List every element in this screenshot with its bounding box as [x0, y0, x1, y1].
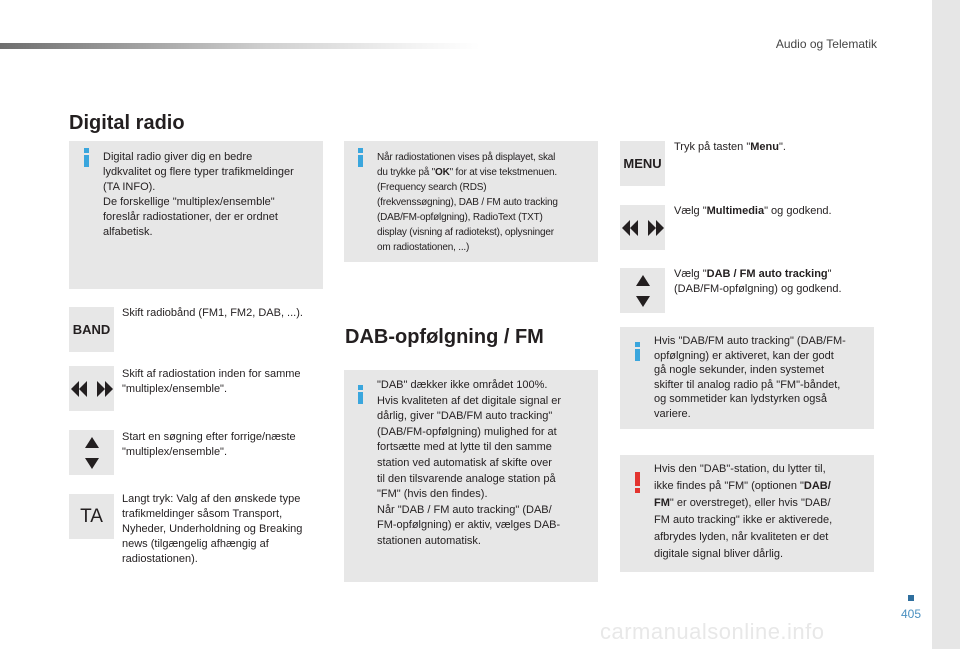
info-text-digital-radio: Digital radio giver dig en bedre lydkvalitet og flere typer trafikmeldinger (TA INFO). De forskellige "multiplex/ensemble" foreslår radiostationer, der er ordnet alfabetisk. [103, 151, 294, 238]
page-marker [908, 595, 914, 601]
watermark: carmanualsonline.info [600, 619, 825, 644]
band-button-icon: BAND [69, 307, 114, 352]
info-icon [84, 148, 89, 167]
info-text-coverage: "DAB" dækker ikke området 100%. Hvis kvaliteten af det digitale signal er dårlig, giver "DAB/FM auto tracking" (DAB/FM-opfølgning) mulighed for at fortsætte med at lytte til den samme station ved automatisk af skifte over til den tilsvarende analoge station på "FM" (hvis den findes). Når "DAB / FM auto tracking" (DAB/ FM-opfølgning) er aktiv, vælges DAB- stationen automatisk. [377, 379, 562, 547]
band-description: Skift radiobånd (FM1, FM2, DAB, ...). [122, 307, 303, 319]
info-icon [358, 385, 363, 404]
multimedia-description: Vælg "Multimedia" og godkend. [674, 205, 832, 217]
info-icon [635, 342, 640, 361]
menu-description: Tryk på tasten "Menu". [674, 141, 786, 153]
prev-next-arrows-icon [69, 366, 114, 411]
search-description: Start en søgning efter forrige/næste "multiplex/ensemble". [122, 431, 296, 458]
info-icon [358, 148, 363, 167]
page-side-strip [932, 0, 960, 649]
left-right-arrows-icon [620, 205, 665, 250]
page-number: 405 [900, 607, 921, 621]
info-text-tracking: Hvis "DAB/FM auto tracking" (DAB/FM- opfølgning) er aktiveret, kan der godt gå nogle sekunder, inden systemet skifter til analog radio på "FM"-båndet, og sommetider kan lydstyrken også variere. [654, 335, 846, 420]
page-title: Digital radio [69, 112, 185, 134]
info-text-display: Når radiostationen vises på displayet, skal du trykke på "OK" for at vise tekstmenuen. (Frequency search (RDS) (frekvenssøgning), DAB / FM auto tracking (DAB/FM-opfølgning), RadioText (TXT) display (visning af radiotekst), oplysninger om radiostationen, ...) [377, 152, 558, 253]
section-header: Audio og Telematik [775, 37, 877, 51]
ta-button-icon: TA [69, 494, 114, 539]
warning-icon [635, 472, 640, 493]
seek-description: Skift af radiostation inden for samme "multiplex/ensemble". [122, 368, 301, 395]
up-down-arrows-icon [620, 268, 665, 313]
dab-fm-description: Vælg "DAB / FM auto tracking" (DAB/FM-opfølgning) og godkend. [674, 268, 842, 295]
section-title-dab-fm: DAB-opfølgning / FM [345, 326, 544, 348]
header-gradient-bar [0, 43, 480, 49]
menu-button-icon: MENU [620, 141, 665, 186]
ta-description: Langt tryk: Valg af den ønskede type trafikmeldinger såsom Transport, Nyheder, Underholdning og Breaking news (tilgængelig afhængig af radiostationen). [122, 493, 303, 565]
warning-text: Hvis den "DAB"-station, du lytter til, ikke findes på "FM" (optionen "DAB/ FM" er overstreget), eller hvis "DAB/ FM auto tracking" ikke er aktiverede, afbrydes lyden, når kvaliteten er det digitale signal bliver dårlig. [654, 463, 833, 560]
up-down-arrows-icon [69, 430, 114, 475]
